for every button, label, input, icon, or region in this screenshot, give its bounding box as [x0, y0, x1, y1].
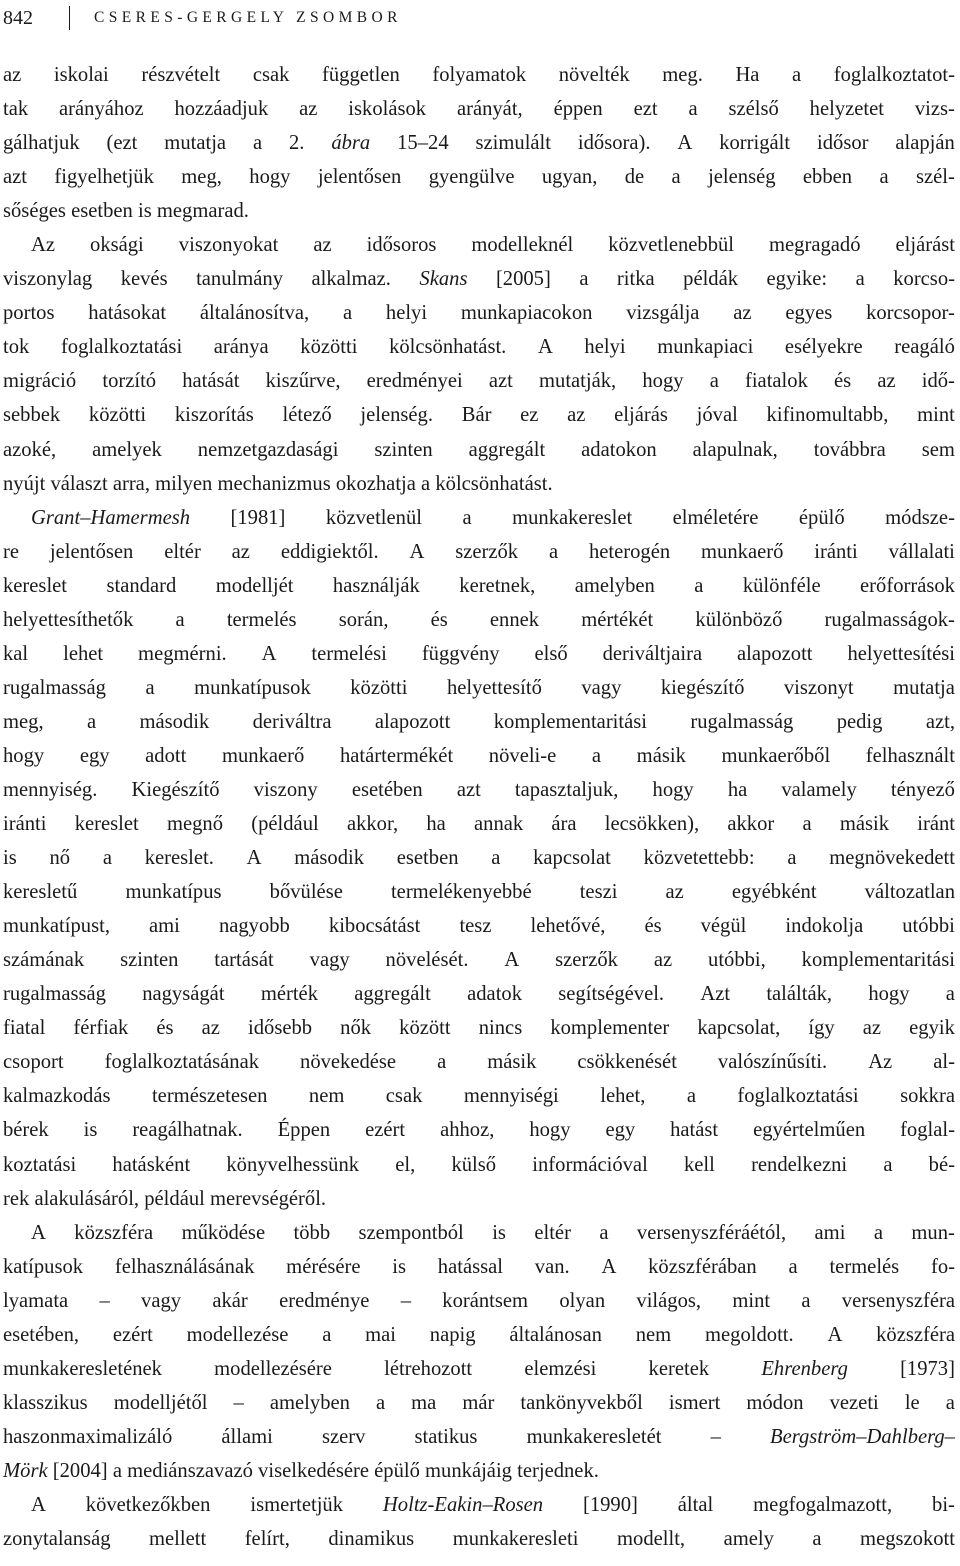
text-line: A közszféra működése több szempontból is eltér a versenyszféráétól, ami a mun-: [31, 1221, 955, 1244]
text-line: is nő a kereslet. A második esetben a kapcsolat közvetettebb: a megnövekedett: [3, 847, 955, 870]
text-line: meg, a második deriváltra alapozott komplementaritási rugalmasság pedig azt,: [3, 710, 955, 733]
text-line: lyamata – vagy akár eredménye – korántsem olyan világos, mint a versenyszféra: [3, 1289, 955, 1312]
text-line: klasszikus modelljétől – amelyben a ma már tankönyvekből ismert módon vezeti le a: [3, 1391, 955, 1414]
text-line: számának szinten tartását vagy növelését. A szerzők az utóbbi, komplementaritási: [3, 949, 955, 972]
running-head-author: CSERES-GERGELY ZSOMBOR: [94, 9, 402, 26]
text-line: A következőkben ismertetjük Holtz-Eakin–Rosen [1990] által megfogalmazott, bi-: [31, 1493, 955, 1516]
text-line: tak arányához hozzáadjuk az iskolások arányát, éppen ezt a szélső helyzetet vizs-: [3, 98, 955, 121]
text-line: sebbek közötti kiszorítás létező jelenség. Bár ez az eljárás jóval kifinomultabb, mint: [3, 404, 955, 427]
header-divider: [69, 6, 70, 30]
text-line: azoké, amelyek nemzetgazdasági szinten aggregált adatokon alapulnak, továbbra sem: [3, 438, 955, 461]
running-head: [3, 2, 402, 34]
text-line: munkakeresletének modellezésére létrehozott elemzési keretek Ehrenberg [1973]: [3, 1357, 955, 1380]
text-line: bérek is reagálhatnak. Éppen ezért ahhoz, hogy egy hatást egyértelműen foglal-: [3, 1119, 955, 1142]
text-line: munkatípust, ami nagyobb kibocsátást tesz lehetővé, és végül indokolja utóbbi: [3, 915, 955, 938]
text-line: migráció torzító hatását kiszűrve, eredményei azt mutatják, hogy a fiatalok és az idő-: [3, 370, 955, 393]
text-line: portos hatásokat általánosítva, a helyi munkapiacokon vizsgálja az egyes korcsopor-: [3, 302, 955, 325]
text-line: esetében, ezért modellezése a mai napig általánosan nem megoldott. A közszféra: [3, 1323, 955, 1346]
text-line: keresletű munkatípus bővülése termelékenyebbé teszi az egyébként változatlan: [3, 881, 955, 904]
text-line: gálhatjuk (ezt mutatja a 2. ábra 15–24 szimulált idősora). A korrigált idősor alapján: [3, 132, 955, 155]
text-line: Az oksági viszonyokat az idősoros modelleknél közvetlenebbül megragadó eljárást: [31, 234, 955, 257]
text-line: Grant–Hamermesh [1981] közvetlenül a munkakereslet elméletére épülő módsze-: [31, 506, 955, 529]
text-line: zonytalanság mellett felírt, dinamikus munkakeresleti modellt, amely a megszokott: [3, 1528, 955, 1551]
text-line: haszonmaximalizáló állami szerv statikus munkakeresletét – Bergström–Dahlberg–: [3, 1425, 955, 1448]
text-line: kereslet standard modelljét használják keretnek, amelyben a különféle erőforrások: [3, 574, 955, 597]
text-line: koztatási hatásként könyvelhessünk el, külső információval kell rendelkezni a bé-: [3, 1153, 955, 1176]
text-line: re jelentősen eltér az eddigiektől. A szerzők a heterogén munkaerő iránti vállalati: [3, 540, 955, 563]
page-number: 842: [3, 6, 33, 29]
text-line: rek alakulásáról, például merevségéről.: [3, 1187, 327, 1210]
text-line: az iskolai részvételt csak független folyamatok növelték meg. Ha a foglalkoztatot-: [3, 64, 955, 86]
text-line: Mörk [2004] a mediánszavazó viselkedésére épülő munkájáig terjednek.: [3, 1459, 599, 1482]
text-line: hogy egy adott munkaerő határtermékét növeli-e a másik munkaerőből felhasznált: [3, 744, 955, 767]
text-line: katípusok felhasználásának mérésére is hatással van. A közszférában a termelés fo-: [3, 1255, 955, 1278]
body-text: [3, 58, 955, 1556]
text-line: azt figyelhetjük meg, hogy jelentősen gyengülve ugyan, de a jelenség ebben a szél-: [3, 166, 955, 189]
text-line: viszonylag kevés tanulmány alkalmaz. Skans [2005] a ritka példák egyike: a korcso-: [3, 268, 955, 291]
text-line: kal lehet megmérni. A termelési függvény első deriváltjaira alapozott helyettesítési: [3, 642, 955, 665]
text-line: helyettesíthetők a termelés során, és ennek mértékét különböző rugalmasságok-: [3, 608, 955, 631]
text-line: mennyiség. Kiegészítő viszony esetében azt tapasztaljuk, hogy ha valamely tényező: [3, 778, 955, 801]
text-line: tok foglalkoztatási aránya közötti kölcsönhatást. A helyi munkapiaci esélyekre reagáló: [3, 336, 955, 359]
text-line: fiatal férfiak és az idősebb nők között nincs komplementer kapcsolat, így az egyik: [3, 1017, 955, 1040]
text-line: kalmazkodás természetesen nem csak mennyiségi lehet, a foglalkoztatási sokkra: [3, 1085, 955, 1108]
text-line: csoport foglalkoztatásának növekedése a másik csökkenését valószínűsíti. Az al-: [3, 1051, 955, 1074]
text-line: rugalmasság nagyságát mérték aggregált adatok segítségével. Azt találták, hogy a: [3, 983, 955, 1006]
text-line: rugalmasság a munkatípusok közötti helyettesítő vagy kiegészítő viszonyt mutatja: [3, 676, 955, 699]
text-line: iránti kereslet megnő (például akkor, ha annak ára lecsökken), akkor a másik iránt: [3, 813, 955, 836]
text-line: sőséges esetben is megmarad.: [3, 200, 249, 223]
text-line: nyújt választ arra, milyen mechanizmus okozhatja a kölcsönhatást.: [3, 472, 553, 495]
